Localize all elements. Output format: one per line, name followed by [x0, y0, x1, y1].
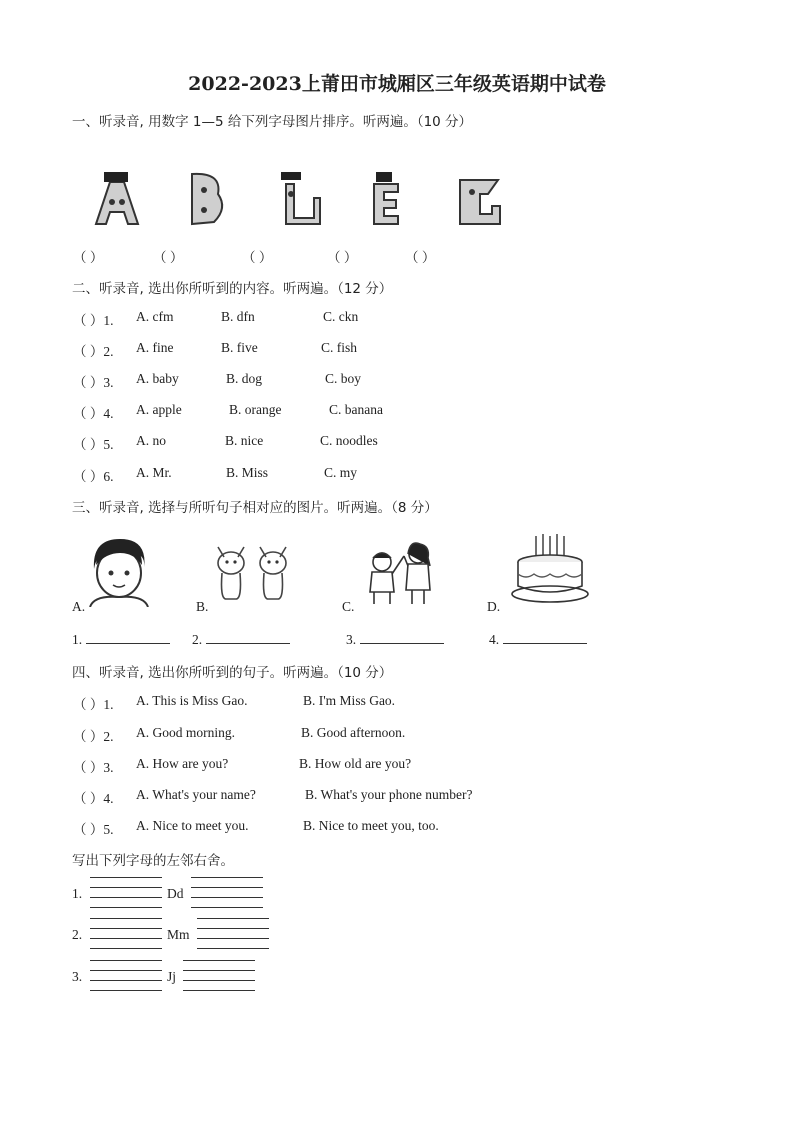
letter-label: Dd [167, 886, 184, 901]
letter-pictures [88, 168, 508, 228]
writing-line[interactable] [197, 938, 269, 939]
writing-line[interactable] [197, 928, 269, 929]
question-number: （ ）1. [73, 697, 114, 712]
letter-a-picture [96, 172, 138, 224]
option-b: B. dog [226, 371, 263, 386]
item-number: 1. [72, 886, 83, 901]
writing-line[interactable] [183, 970, 255, 971]
item-number: 2. [72, 927, 83, 942]
option-a: A. fine [136, 340, 174, 355]
option-a: A. Mr. [136, 465, 172, 480]
answer-blank[interactable]: （ ） [242, 250, 273, 265]
answer-blank[interactable]: （ ） [153, 250, 184, 265]
option-a: A. cfm [136, 309, 174, 324]
writing-line[interactable] [183, 990, 255, 991]
writing-line[interactable] [90, 907, 162, 908]
writing-line[interactable] [90, 928, 162, 929]
writing-line[interactable] [197, 948, 269, 949]
writing-line[interactable] [191, 887, 263, 888]
cats-picture [214, 541, 296, 603]
boy-picture [88, 535, 150, 607]
writing-line[interactable] [183, 980, 255, 981]
option-b: B. nice [225, 433, 264, 448]
option-c: C. noodles [320, 433, 378, 448]
writing-line[interactable] [90, 990, 162, 991]
letter-label: Mm [167, 927, 190, 942]
option-b: B. Miss [226, 465, 269, 480]
answer-line-1[interactable]: 1. [72, 631, 170, 648]
question-number: （ ）2. [73, 729, 114, 744]
writing-line[interactable] [90, 887, 162, 888]
option-b: B. Nice to meet you, too. [303, 818, 439, 833]
question-number: （ ）2. [73, 344, 114, 359]
option-a: A. How are you? [136, 756, 229, 771]
writing-line[interactable] [183, 960, 255, 961]
option-c: C. boy [325, 371, 362, 386]
item-number: 3. [72, 969, 83, 984]
writing-line[interactable] [90, 970, 162, 971]
option-b: B. How old are you? [299, 756, 412, 771]
letter-g-picture [460, 180, 500, 224]
question-number: （ ）3. [73, 375, 114, 390]
option-c: C. banana [329, 402, 383, 417]
answer-line-3[interactable]: 3. [346, 631, 444, 648]
option-a: A. Good morning. [136, 725, 235, 740]
writing-line[interactable] [90, 877, 162, 878]
section-1-heading: 一、听录音, 用数字 1—5 给下列字母图片排序。听两遍。（10 分） [72, 114, 473, 130]
letter-b-picture [192, 174, 222, 224]
writing-line[interactable] [90, 948, 162, 949]
writing-line[interactable] [90, 980, 162, 981]
question-number: （ ）3. [73, 760, 114, 775]
letter-c-picture [281, 172, 320, 224]
writing-line[interactable] [90, 918, 162, 919]
letter-label: Jj [167, 969, 177, 984]
answer-line-4[interactable]: 4. [489, 631, 587, 648]
writing-line[interactable] [90, 897, 162, 898]
birthday-cake-picture [510, 532, 590, 606]
question-number: （ ）4. [73, 406, 114, 421]
section-3-heading: 三、听录音, 选择与所听句子相对应的图片。听两遍。（8 分） [72, 500, 438, 516]
option-c: C. ckn [323, 309, 359, 324]
writing-line[interactable] [191, 877, 263, 878]
answer-blank[interactable]: （ ） [405, 250, 436, 265]
option-c: C. fish [321, 340, 358, 355]
writing-line[interactable] [191, 897, 263, 898]
letter-e-picture [374, 172, 398, 224]
answer-line-2[interactable]: 2. [192, 631, 290, 648]
option-b: B. What's your phone number? [305, 787, 473, 802]
writing-line[interactable] [90, 938, 162, 939]
question-number: （ ）1. [73, 313, 114, 328]
option-b: B. orange [229, 402, 282, 417]
section-4-heading: 四、听录音, 选出你所听到的句子。听两遍。（10 分） [72, 665, 393, 681]
option-a: A. What's your name? [136, 787, 256, 802]
two-kids-picture [364, 540, 438, 606]
question-number: （ ）6. [73, 469, 114, 484]
option-a: A. Nice to meet you. [136, 818, 249, 833]
answer-blank[interactable]: （ ） [73, 250, 104, 265]
writing-line[interactable] [197, 918, 269, 919]
option-a: A. apple [136, 402, 182, 417]
option-c: C. my [324, 465, 358, 480]
writing-line[interactable] [191, 907, 263, 908]
section-2-heading: 二、听录音, 选出你所听到的内容。听两遍。（12 分） [72, 281, 393, 297]
page-title: 2022-2023上莆田市城厢区三年级英语期中试卷 [188, 73, 606, 95]
option-b: B. I'm Miss Gao. [303, 693, 396, 708]
picture-label-d: D. [487, 599, 501, 614]
option-a: A. no [136, 433, 166, 448]
option-b: B. Good afternoon. [301, 725, 406, 740]
picture-label-c: C. [342, 599, 355, 614]
answer-blank[interactable]: （ ） [327, 250, 358, 265]
option-a: A. This is Miss Gao. [136, 693, 248, 708]
question-number: （ ）5. [73, 822, 114, 837]
option-a: A. baby [136, 371, 179, 386]
option-b: B. dfn [221, 309, 255, 324]
question-number: （ ）5. [73, 437, 114, 452]
section-5-heading: 写出下列字母的左邻右舍。 [72, 853, 234, 869]
option-b: B. five [221, 340, 258, 355]
question-number: （ ）4. [73, 791, 114, 806]
picture-label-a: A. [72, 599, 86, 614]
writing-line[interactable] [90, 960, 162, 961]
picture-label-b: B. [196, 599, 209, 614]
